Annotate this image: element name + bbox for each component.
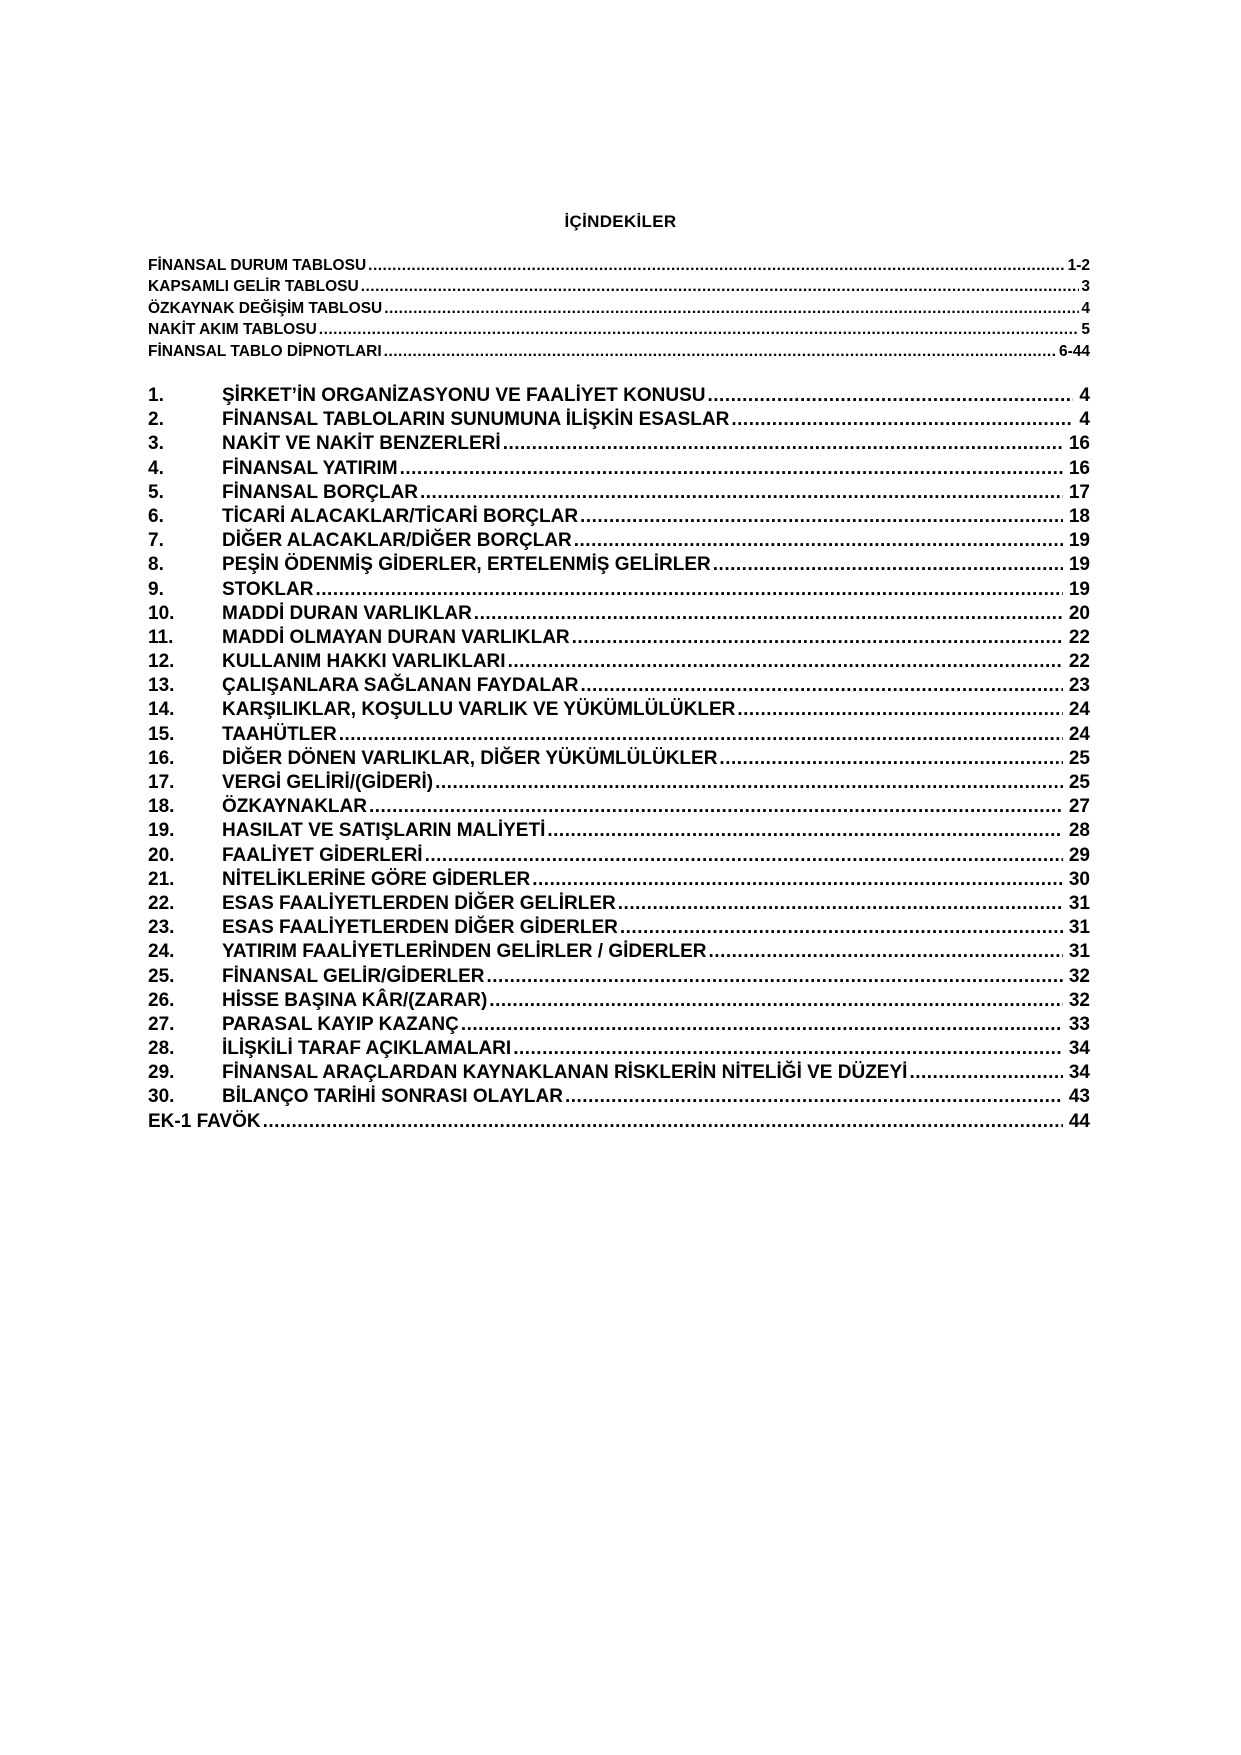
toc-row[interactable]	[148, 300, 1090, 321]
toc-page-number: 27	[1068, 796, 1090, 818]
toc-page-number: 16	[1068, 457, 1090, 479]
leader-dots	[400, 458, 1063, 480]
toc-note-row[interactable]	[148, 990, 1090, 1014]
toc-page-number: 1-2	[1067, 257, 1090, 274]
toc-label: KAPSAMLI GELİR TABLOSU	[148, 278, 359, 296]
note-title: İLİŞKİLİ TARAF AÇIKLAMALARI	[222, 1038, 512, 1060]
statements-list	[148, 257, 1090, 364]
note-number: 3.	[148, 433, 164, 455]
toc-note-row[interactable]	[148, 433, 1090, 457]
toc-note-row[interactable]	[148, 869, 1090, 893]
leader-dots	[461, 1014, 1063, 1036]
leader-dots	[707, 385, 1073, 407]
toc-note-row[interactable]	[148, 748, 1090, 772]
note-number: 24.	[148, 941, 175, 963]
notes-list	[148, 385, 1090, 1135]
toc-note-row[interactable]	[148, 893, 1090, 917]
leader-dots	[384, 343, 1057, 361]
note-title: ESAS FAALİYETLERDEN DİĞER GİDERLER	[222, 917, 618, 939]
note-number: 16.	[148, 747, 175, 769]
note-title: FİNANSAL BORÇLAR	[222, 481, 418, 503]
leader-dots	[487, 966, 1063, 988]
toc-page-number: 20	[1068, 602, 1090, 624]
toc-page-number: 29	[1068, 844, 1090, 866]
toc-label: FİNANSAL TABLO DİPNOTLARI	[148, 342, 382, 360]
toc-note-row[interactable]	[148, 941, 1090, 965]
leader-dots	[503, 433, 1063, 455]
note-title: NAKİT VE NAKİT BENZERLERİ	[222, 433, 501, 455]
leader-dots	[713, 554, 1063, 576]
toc-page-number: 19	[1068, 530, 1090, 552]
toc-page-number: 44	[1068, 1110, 1090, 1132]
note-title: ŞİRKET’İN ORGANİZASYONU VE FAALİYET KONUSU	[222, 385, 706, 406]
leader-dots	[572, 627, 1063, 649]
toc-page-number: 32	[1068, 989, 1090, 1011]
toc-page-number: 33	[1068, 1013, 1090, 1035]
leader-dots	[368, 257, 1065, 275]
note-number: 1.	[148, 385, 164, 406]
leader-dots	[513, 1038, 1063, 1060]
leader-dots	[580, 506, 1063, 528]
note-title: FİNANSAL GELİR/GİDERLER	[222, 965, 485, 987]
toc-note-row[interactable]	[148, 1038, 1090, 1062]
leader-dots	[620, 917, 1063, 939]
leader-dots	[737, 699, 1063, 721]
leader-dots	[319, 321, 1080, 339]
note-number: 25.	[148, 965, 175, 987]
note-number: 12.	[148, 651, 175, 673]
note-number: 26.	[148, 989, 175, 1011]
toc-note-row[interactable]	[148, 385, 1090, 409]
toc-row[interactable]	[148, 321, 1090, 342]
note-number: 17.	[148, 772, 175, 793]
toc-page-number: 19	[1068, 578, 1090, 600]
note-title: PARASAL KAYIP KAZANÇ	[222, 1013, 459, 1035]
toc-label: NAKİT AKIM TABLOSU	[148, 321, 317, 339]
toc-page-number: 4	[1079, 409, 1090, 431]
note-title: FİNANSAL ARAÇLARDAN KAYNAKLANAN RİSKLERİN NİTELİĞİ VE DÜZEYİ	[222, 1062, 908, 1084]
note-number: 30.	[148, 1086, 175, 1108]
toc-page-number: 22	[1068, 626, 1090, 648]
note-number: 15.	[148, 723, 175, 745]
toc-page-number: 19	[1068, 554, 1090, 576]
note-title: MADDİ OLMAYAN DURAN VARLIKLAR	[222, 626, 570, 648]
toc-page-number: 25	[1068, 747, 1090, 769]
note-title: ESAS FAALİYETLERDEN DİĞER GELİRLER	[222, 892, 616, 914]
note-number: 18.	[148, 796, 175, 818]
note-number: 14.	[148, 699, 175, 721]
toc-note-row[interactable]	[148, 820, 1090, 844]
toc-note-row[interactable]	[148, 458, 1090, 482]
toc-note-row[interactable]	[148, 530, 1090, 554]
leader-dots	[420, 482, 1063, 504]
toc-note-row[interactable]	[148, 1086, 1090, 1110]
note-title: BİLANÇO TARİHİ SONRASI OLAYLAR	[222, 1086, 563, 1108]
note-number: 21.	[148, 868, 175, 890]
toc-note-row[interactable]	[148, 699, 1090, 723]
toc-label: ÖZKAYNAK DEĞİŞİM TABLOSU	[148, 299, 383, 317]
leader-dots	[909, 1062, 1062, 1084]
toc-page-number: 34	[1068, 1062, 1090, 1084]
toc-page-number: 31	[1068, 941, 1090, 963]
note-title: KARŞILIKLAR, KOŞULLU VARLIK VE YÜKÜMLÜLÜKLER	[222, 699, 736, 721]
note-title: FAALİYET GİDERLERİ	[222, 844, 423, 866]
note-title: NİTELİKLERİNE GÖRE GİDERLER	[222, 868, 531, 890]
leader-dots	[574, 530, 1063, 552]
note-number: 13.	[148, 675, 175, 697]
note-number: 27.	[148, 1013, 175, 1035]
leader-dots	[547, 820, 1063, 842]
leader-dots	[719, 748, 1062, 770]
toc-page-number: 32	[1068, 965, 1090, 987]
note-number: 19.	[148, 820, 175, 842]
leader-dots	[263, 1111, 1063, 1133]
note-title: ÖZKAYNAKLAR	[222, 796, 367, 818]
note-number: 20.	[148, 844, 175, 866]
toc-page-number: 3	[1081, 278, 1090, 296]
note-title: FİNANSAL TABLOLARIN SUNUMUNA İLİŞKİN ESASLAR	[222, 409, 730, 431]
toc-note-row[interactable]	[148, 966, 1090, 990]
note-number: 29.	[148, 1062, 175, 1084]
leader-dots	[532, 869, 1063, 891]
toc-note-row[interactable]	[148, 603, 1090, 627]
leader-dots	[474, 603, 1063, 625]
note-title: TİCARİ ALACAKLAR/TİCARİ BORÇLAR	[222, 505, 579, 527]
leader-dots	[435, 772, 1063, 794]
note-title: FİNANSAL YATIRIM	[222, 457, 398, 479]
note-number: 23.	[148, 917, 175, 939]
note-number: EK-1 FAVÖK	[148, 1110, 261, 1132]
note-number: 4.	[148, 457, 164, 479]
note-title: KULLANIM HAKKI VARLIKLARI	[222, 651, 506, 673]
note-title: VERGİ GELİRİ/(GİDERİ)	[222, 772, 434, 793]
note-number: 5.	[148, 481, 164, 503]
toc-page-number: 31	[1068, 892, 1090, 914]
toc-note-row[interactable]	[148, 554, 1090, 578]
leader-dots	[425, 845, 1063, 867]
toc-page-number: 25	[1068, 772, 1090, 793]
leader-dots	[565, 1086, 1063, 1108]
toc-note-row[interactable]	[148, 845, 1090, 869]
note-number: 2.	[148, 409, 164, 431]
toc-note-row[interactable]	[148, 772, 1090, 796]
toc-page-number: 43	[1068, 1086, 1090, 1108]
toc-note-row[interactable]	[148, 796, 1090, 820]
toc-note-row[interactable]	[148, 1014, 1090, 1038]
leader-dots	[369, 796, 1063, 818]
note-title: STOKLAR	[222, 578, 314, 600]
toc-page-number: 6-44	[1058, 342, 1090, 360]
toc-page-number: 17	[1068, 481, 1090, 503]
leader-dots	[315, 579, 1062, 601]
toc-page-number: 34	[1068, 1038, 1090, 1060]
toc-note-row[interactable]	[148, 579, 1090, 603]
toc-row[interactable]	[148, 343, 1090, 364]
toc-page-number: 4	[1079, 385, 1090, 406]
leader-dots	[384, 300, 1079, 318]
toc-note-row[interactable]	[148, 1062, 1090, 1086]
leader-dots	[361, 278, 1080, 296]
note-title: HASILAT VE SATIŞLARIN MALİYETİ	[222, 820, 546, 842]
note-number: 28.	[148, 1038, 175, 1060]
note-number: 11.	[148, 626, 174, 648]
toc-label: FİNANSAL DURUM TABLOSU	[148, 257, 367, 274]
leader-dots	[339, 724, 1063, 746]
note-title: YATIRIM FAALİYETLERİNDEN GELİRLER / GİDERLER	[222, 941, 707, 963]
note-number: 8.	[148, 554, 164, 576]
note-number: 7.	[148, 530, 164, 552]
toc-note-row[interactable]	[148, 409, 1090, 433]
toc-page-number: 24	[1068, 723, 1090, 745]
toc-note-row[interactable]	[148, 675, 1090, 699]
note-title: MADDİ DURAN VARLIKLAR	[222, 602, 472, 624]
toc-page-number: 16	[1068, 433, 1090, 455]
toc-page-number: 28	[1068, 820, 1090, 842]
note-title: ÇALIŞANLARA SAĞLANAN FAYDALAR	[222, 675, 579, 697]
toc-title: İÇİNDEKİLER	[564, 212, 677, 231]
note-title: HİSSE BAŞINA KÂR/(ZARAR)	[222, 989, 488, 1011]
toc-page-number: 31	[1068, 917, 1090, 939]
toc-page-number: 24	[1068, 699, 1090, 721]
toc-note-row[interactable]	[148, 651, 1090, 675]
leader-dots	[618, 893, 1063, 915]
note-number: 22.	[148, 892, 175, 914]
toc-page-number: 22	[1068, 651, 1090, 673]
toc-page-number: 4	[1081, 299, 1090, 317]
toc-note-row[interactable]	[148, 1111, 1090, 1135]
toc-row[interactable]	[148, 278, 1090, 299]
note-title: TAAHÜTLER	[222, 723, 337, 745]
toc-note-row[interactable]	[148, 917, 1090, 941]
toc-note-row[interactable]	[148, 506, 1090, 530]
leader-dots	[580, 675, 1062, 697]
note-number: 6.	[148, 505, 164, 527]
leader-dots	[709, 941, 1063, 963]
note-title: DİĞER ALACAKLAR/DİĞER BORÇLAR	[222, 530, 572, 552]
toc-note-row[interactable]	[148, 627, 1090, 651]
toc-page-number: 18	[1068, 505, 1090, 527]
toc-row[interactable]	[148, 257, 1090, 278]
toc-page-number: 5	[1081, 321, 1090, 339]
note-title: DİĞER DÖNEN VARLIKLAR, DİĞER YÜKÜMLÜLÜKLER	[222, 747, 718, 769]
leader-dots	[489, 990, 1063, 1012]
leader-dots	[731, 409, 1073, 431]
toc-page-number: 23	[1068, 675, 1090, 697]
note-title: PEŞİN ÖDENMİŞ GİDERLER, ERTELENMİŞ GELİRLER	[222, 554, 711, 576]
leader-dots	[508, 651, 1063, 673]
toc-page-number: 30	[1068, 868, 1090, 890]
note-number: 9.	[148, 578, 164, 600]
toc-note-row[interactable]	[148, 482, 1090, 506]
note-number: 10.	[148, 602, 175, 624]
toc-note-row[interactable]	[148, 724, 1090, 748]
